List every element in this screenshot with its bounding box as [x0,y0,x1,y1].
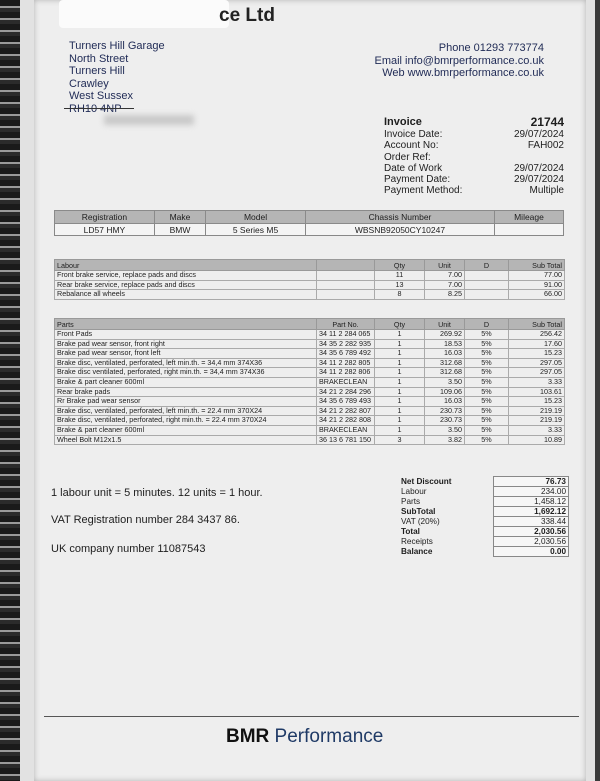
part-number: 34 21 2 282 807 [317,406,375,416]
part-description: Brake pad wear sensor, front left [55,349,317,359]
part-qty: 1 [375,349,425,359]
field-value: Multiple [529,185,564,197]
address-line: North Street [69,52,129,65]
field-label: Invoice Date: [384,129,443,141]
part-subtotal: 3.33 [509,425,565,435]
phone: Phone 01293 773774 [438,42,544,54]
labour-blank-cell [317,290,375,300]
total-label: SubTotal [401,507,436,516]
labour-row [55,290,565,300]
parts-row [55,358,565,368]
part-discount: 5% [465,406,509,416]
total-value: 2,030.56 [494,537,569,547]
part-description: Brake & part cleaner 600ml [55,425,317,435]
part-description: Rr Brake pad wear sensor [55,397,317,407]
field-value: 29/07/2024 [513,174,564,186]
labour-header: D [465,260,509,271]
field-label: Date of Work [384,162,443,174]
part-discount: 5% [465,339,509,349]
vehicle-header: Model [206,211,306,224]
totals-row [399,517,569,527]
parts-row [55,425,565,435]
part-qty: 1 [375,358,425,368]
parts-header: D [465,319,509,330]
part-number: 34 11 2 282 806 [317,368,375,378]
vehicle-header: Mileage [494,211,563,224]
part-subtotal: 10.89 [509,435,565,445]
totals-row [399,497,569,507]
part-number: BRAKECLEAN [317,377,375,387]
part-unit: 3.50 [425,425,465,435]
labour-units-note: 1 labour unit = 5 minutes. 12 units = 1 hour. [51,487,263,499]
part-description: Brake pad wear sensor, front right [55,339,317,349]
part-discount: 5% [465,349,509,359]
footer-divider [44,716,579,717]
labour-blank-cell [317,271,375,281]
total-value: 1,692.12 [494,507,569,517]
part-subtotal: 219.19 [509,416,565,426]
part-qty: 1 [375,397,425,407]
part-subtotal: 3.33 [509,377,565,387]
part-discount: 5% [465,387,509,397]
labour-discount [465,280,509,290]
part-number: BRAKECLEAN [317,425,375,435]
labour-header: Unit [425,260,465,271]
binder-spine [0,0,22,781]
part-unit: 3.82 [425,435,465,445]
total-label: Parts [401,497,421,506]
part-subtotal: 297.05 [509,358,565,368]
part-unit: 16.03 [425,397,465,407]
address-underline [64,108,134,109]
labour-qty: 11 [375,271,425,281]
part-number: 34 35 6 789 493 [317,397,375,407]
total-label: VAT (20%) [401,517,440,526]
part-subtotal: 297.05 [509,368,565,378]
part-unit: 230.73 [425,406,465,416]
total-label: Receipts [401,537,433,546]
address-line: Turners Hill [69,65,125,78]
field-label: Account No: [384,140,439,152]
total-label: Total [401,527,420,536]
parts-table [54,318,565,445]
totals-block [399,476,569,557]
make-value: BMW [154,224,205,236]
part-qty: 3 [375,435,425,445]
part-number: 34 11 2 284 065 [317,330,375,340]
part-unit: 230.73 [425,416,465,426]
part-description: Brake disc, ventilated, perforated, right min.th. = 22.4 mm 370X24 [55,416,317,426]
total-value: 1,458.12 [494,497,569,507]
parts-row [55,435,565,445]
part-discount: 5% [465,416,509,426]
part-qty: 1 [375,406,425,416]
part-subtotal: 15.23 [509,397,565,407]
part-qty: 1 [375,425,425,435]
vehicle-header: Chassis Number [305,211,494,224]
field-value: 29/07/2024 [513,162,564,174]
parts-row [55,349,565,359]
parts-row [55,339,565,349]
parts-row [55,416,565,426]
part-description: Wheel Bolt M12x1.5 [55,435,317,445]
total-label: Labour [401,487,427,496]
part-description: Rear brake pads [55,387,317,397]
part-unit: 18.53 [425,339,465,349]
part-qty: 1 [375,339,425,349]
totals-row [399,547,569,557]
address-line: West Sussex [69,90,133,103]
parts-header: Unit [425,319,465,330]
part-qty: 1 [375,387,425,397]
part-discount: 5% [465,435,509,445]
vehicle-table [54,210,564,236]
part-subtotal: 219.19 [509,406,565,416]
field-value: FAH002 [527,140,564,152]
parts-row [55,406,565,416]
part-number: 34 35 2 282 935 [317,339,375,349]
invoice-details [384,117,564,196]
labour-header-blank [317,260,375,271]
part-number: 34 11 2 282 805 [317,358,375,368]
total-value: 0.00 [494,547,569,557]
parts-row [55,377,565,387]
brand-bold: BMR [226,726,270,747]
part-subtotal: 256.42 [509,330,565,340]
sleeve-glare [59,0,229,28]
labour-subtotal: 66.00 [509,290,565,300]
parts-header: Parts [55,319,317,330]
part-number: 36 13 6 781 150 [317,435,375,445]
labour-header: Sub Total [509,260,565,271]
labour-unit: 7.00 [425,271,465,281]
labour-qty: 8 [375,290,425,300]
part-discount: 5% [465,425,509,435]
brand-rest: Performance [269,726,384,747]
labour-subtotal: 77.00 [509,271,565,281]
brand-logo [226,726,383,748]
part-description: Front Pads [55,330,317,340]
part-discount: 5% [465,330,509,340]
company-number: UK company number 11087543 [51,543,206,555]
part-unit: 16.03 [425,349,465,359]
model-value: 5 Series M5 [206,224,306,236]
field-value: 29/07/2024 [513,129,564,141]
totals-row [399,527,569,537]
part-discount: 5% [465,358,509,368]
labour-description: Rebalance all wheels [55,290,317,300]
totals-row [399,537,569,547]
registration-value: LD57 HMY [55,224,155,236]
customer-address [69,40,165,116]
website: Web www.bmrperformance.co.uk [382,67,544,80]
part-unit: 312.68 [425,368,465,378]
parts-row [55,368,565,378]
labour-description: Front brake service, replace pads and discs [55,271,317,281]
total-value: 234.00 [494,487,569,497]
labour-row [55,271,565,281]
total-value: 76.73 [494,477,569,487]
parts-row [55,397,565,407]
part-qty: 1 [375,368,425,378]
parts-header: Sub Total [509,319,565,330]
part-subtotal: 15.23 [509,349,565,359]
total-value: 2,030.56 [494,527,569,537]
totals-row [399,487,569,497]
email: Email info@bmrperformance.co.uk [374,54,544,67]
address-line: RH10 4NP [69,102,122,115]
labour-table [54,259,565,300]
parts-row [55,387,565,397]
part-discount: 5% [465,368,509,378]
labour-header: Qty [375,260,425,271]
parts-header: Part No. [317,319,375,330]
part-number: 34 35 6 789 492 [317,349,375,359]
address-line: Turners Hill Garage [69,40,165,52]
part-discount: 5% [465,377,509,387]
part-description: Brake disc, ventilated, perforated, left min.th. = 34,4 mm 374X36 [55,358,317,368]
vehicle-header: Make [154,211,205,224]
labour-unit: 7.00 [425,280,465,290]
part-qty: 1 [375,330,425,340]
field-label: Order Ref: [384,151,431,163]
field-label: Payment Date: [384,174,451,186]
company-name: ce Ltd [219,5,275,26]
contact-details [374,42,544,80]
invoice-number: 21744 [530,115,564,129]
part-description: Brake & part cleaner 600ml [55,377,317,387]
totals-row [399,477,569,487]
address-line: Crawley [69,77,109,90]
part-number: 34 21 2 282 808 [317,416,375,426]
total-label: Balance [401,547,433,556]
part-unit: 312.68 [425,358,465,368]
redacted-area [104,115,194,125]
total-value: 338.44 [494,517,569,527]
part-discount: 5% [465,397,509,407]
part-subtotal: 17.60 [509,339,565,349]
invoice-page [34,0,586,781]
totals-row [399,507,569,517]
part-unit: 109.06 [425,387,465,397]
part-qty: 1 [375,416,425,426]
chassis-value: WBSNB92050CY10247 [305,224,494,236]
labour-blank-cell [317,280,375,290]
part-qty: 1 [375,377,425,387]
part-unit: 269.92 [425,330,465,340]
part-number: 34 21 2 284 296 [317,387,375,397]
labour-description: Rear brake service, replace pads and discs [55,280,317,290]
part-description: Brake disc, ventilated, perforated, left min.th. = 22.4 mm 370X24 [55,406,317,416]
field-label: Payment Method: [384,185,463,197]
labour-subtotal: 91.00 [509,280,565,290]
total-label: Net Discount [401,477,452,486]
labour-unit: 8.25 [425,290,465,300]
labour-discount [465,290,509,300]
invoice-title: Invoice [384,116,422,128]
labour-header: Labour [55,260,317,271]
part-description: Brake disc ventilated, perforated, right min.th. = 34,4 mm 374X36 [55,368,317,378]
part-unit: 3.50 [425,377,465,387]
part-subtotal: 103.61 [509,387,565,397]
labour-row [55,280,565,290]
mileage-value [494,224,563,236]
vehicle-header: Registration [55,211,155,224]
labour-qty: 13 [375,280,425,290]
parts-header: Qty [375,319,425,330]
parts-row [55,330,565,340]
labour-discount [465,271,509,281]
vat-registration: VAT Registration number 284 3437 86. [51,514,240,526]
